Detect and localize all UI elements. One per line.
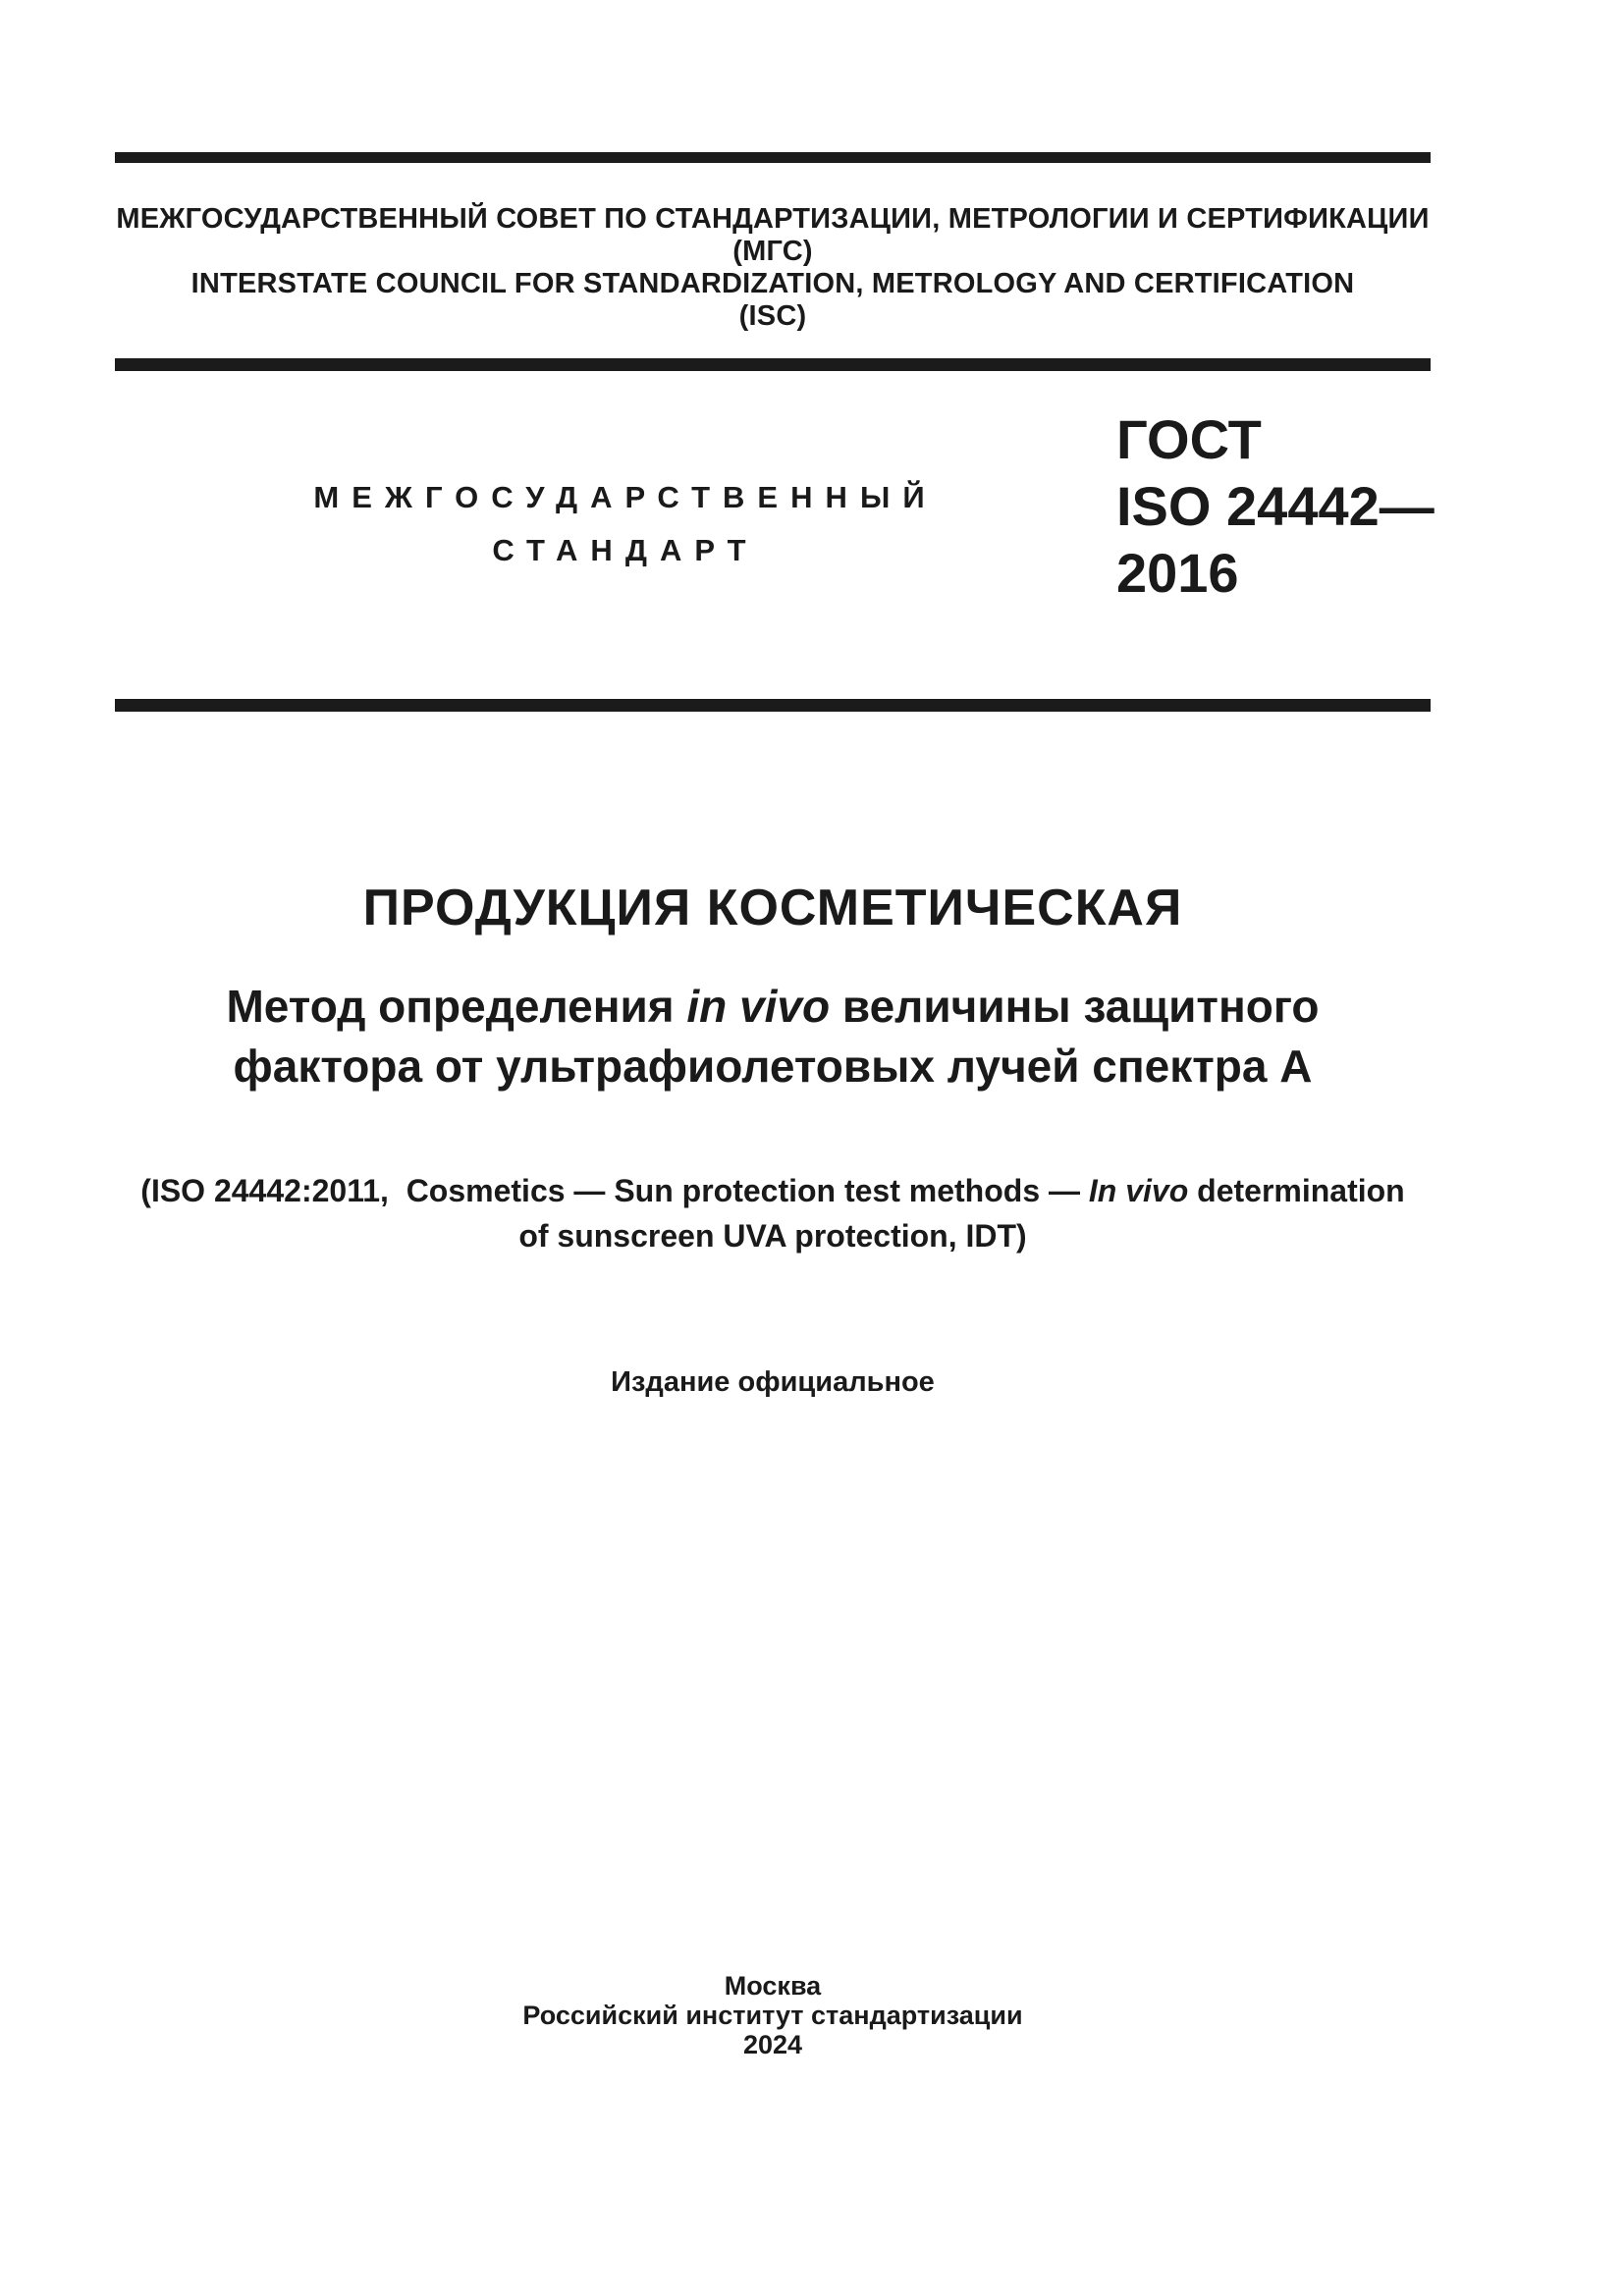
designation-number: ISO 24442—: [1116, 475, 1435, 537]
imprint-block: [115, 1971, 1431, 2059]
standard-designation: [1116, 406, 1435, 607]
designation-year: 2016: [1116, 542, 1239, 604]
council-name-en: INTERSTATE COUNCIL FOR STANDARDIZATION, METROLOGY AND CERTIFICATION: [190, 268, 1355, 299]
top-rule: [115, 152, 1431, 163]
iso-ref-line1: [115, 1168, 1431, 1213]
imprint-publisher: Российский институт стандартизации: [522, 2001, 1023, 2030]
standard-type-line1: МЕЖГОСУДАРСТВЕННЫЙ: [313, 480, 938, 514]
imprint-year: 2024: [742, 2030, 803, 2059]
iso-ref-line1-pre: (ISO 24442:2011, Cosmetics — Sun protection test methods —: [140, 1173, 1089, 1208]
subtitle-line1: [115, 977, 1431, 1037]
document-subtitle: [115, 977, 1431, 1096]
designation-prefix: ГОСТ: [1116, 408, 1262, 470]
middle-rule: [115, 358, 1431, 371]
council-abbr-en: (ISC): [738, 300, 807, 332]
subtitle-line1-post: величины защитного: [830, 981, 1320, 1032]
iso-ref-line1-italic: In vivo: [1088, 1173, 1189, 1208]
council-header: [115, 203, 1431, 333]
official-edition-note: Издание официальное: [611, 1366, 935, 1398]
iso-ref-line2: of sunscreen UVA protection, IDT): [518, 1218, 1027, 1254]
council-abbr-ru: (МГС): [732, 236, 813, 267]
bottom-rule: [115, 699, 1431, 712]
iso-ref-line1-post: determination: [1188, 1173, 1405, 1208]
document-title: ПРОДУКЦИЯ КОСМЕТИЧЕСКАЯ: [362, 880, 1183, 936]
standard-type-line2: СТАНДАРТ: [492, 533, 759, 567]
imprint-city: Москва: [724, 1971, 822, 2001]
council-name-ru: МЕЖГОСУДАРСТВЕННЫЙ СОВЕТ ПО СТАНДАРТИЗАЦИИ, МЕТРОЛОГИИ И СЕРТИФИКАЦИИ: [116, 203, 1430, 235]
subtitle-line1-pre: Метод определения: [226, 981, 687, 1032]
subtitle-line1-italic: in vivo: [686, 981, 831, 1032]
subtitle-line2: фактора от ультрафиолетовых лучей спектра А: [233, 1041, 1313, 1092]
iso-equivalence-note: [115, 1168, 1431, 1258]
standard-type-label: [115, 471, 1136, 577]
